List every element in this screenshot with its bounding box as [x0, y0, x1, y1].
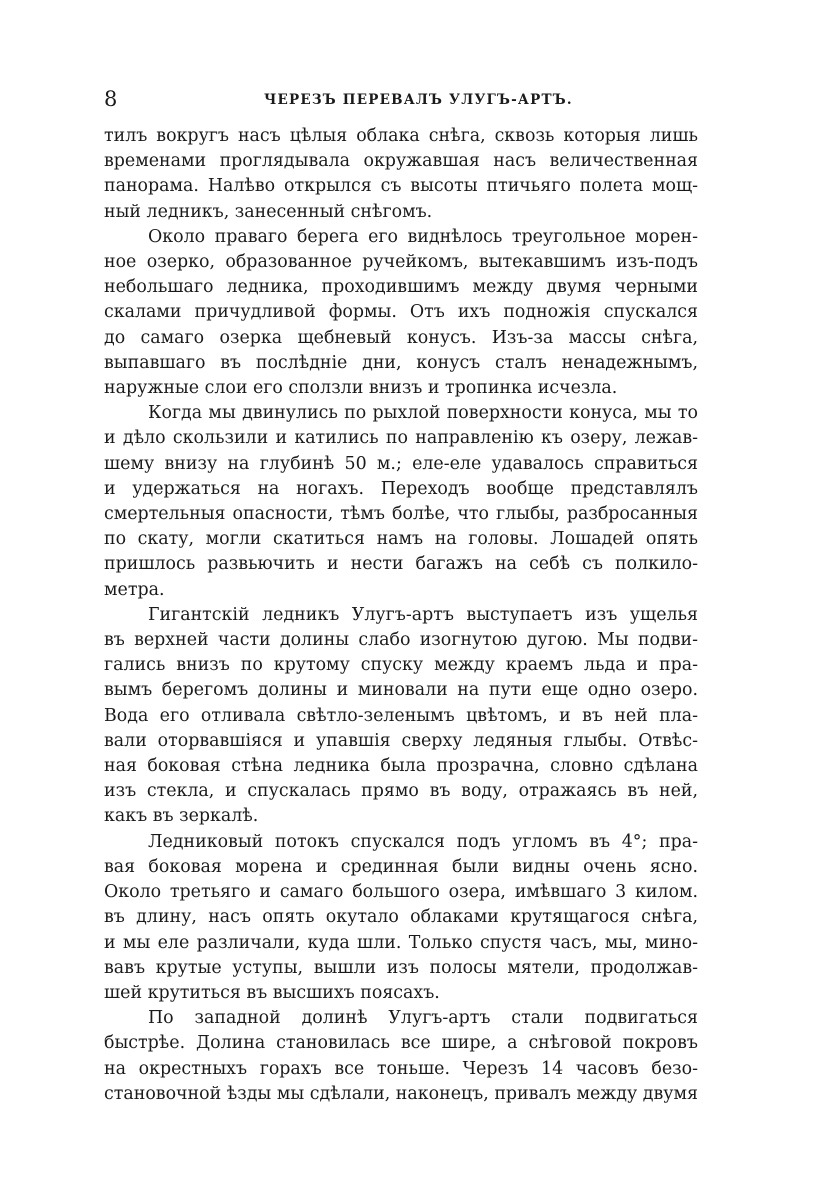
text-line: скалами причудливой формы. Отъ ихъ подножія спускался — [104, 302, 698, 323]
running-title: ЧЕРЕЗЪ ПЕРЕВАЛЪ УЛУГЪ-АРТЪ. — [264, 92, 573, 108]
text-line: по скату, могли скатиться намъ на головы. Лошадей опять — [104, 529, 698, 550]
text-line: смертельныя опасности, тѣмъ болѣе, что глыбы, разбросанныя — [104, 504, 698, 525]
text-line: вая боковая морена и срединная были видны очень ясно. — [104, 856, 698, 877]
text-line: По западной долинѣ Улугъ-артъ стали подвигаться — [148, 1008, 698, 1029]
text-line: шей крутиться въ высшихъ поясахъ. — [104, 982, 440, 1003]
text-line: тилъ вокругъ насъ цѣлыя облака снѣга, сквозь которыя лишь — [104, 126, 698, 146]
text-line: въ верхней части долины слабо изогнутою дугою. Мы подви- — [104, 630, 698, 651]
text-line: ный ледникъ, занесенный снѣгомъ. — [104, 201, 433, 222]
text-line: шему внизу на глубинѣ 50 м.; еле-еле удавалось справиться — [104, 453, 698, 474]
text-line: наружные слои его сползли внизъ и тропинка исчезла. — [104, 378, 618, 399]
text-line: ное озерко, образованное ручейкомъ, вытекавшимъ изъ-подъ — [104, 252, 698, 273]
text-line: и мы еле различали, куда шли. Только спустя часъ, мы, мино- — [104, 932, 698, 953]
text-line: выпавшаго въ послѣдніе дни, конусъ сталъ ненадежнымъ, — [104, 352, 698, 373]
text-line: гались внизъ по крутому спуску между краемъ льда и пра- — [104, 655, 698, 676]
text-line: временами проглядывала окружавшая насъ величественная — [104, 151, 698, 172]
text-line: небольшаго ледника, проходившимъ между двумя черными — [104, 277, 698, 298]
text-line: становочной ѣзды мы сдѣлали, наконецъ, привалъ между двумя — [104, 1083, 698, 1104]
text-line: и дѣло скользили и катились по направленію къ озеру, лежав- — [104, 428, 698, 449]
text-line: и удержаться на ногахъ. Переходъ вообще представлялъ — [104, 478, 698, 499]
text-line: вали оторвавшіяся и упавшія сверху ледяныя глыбы. Отвѣс- — [104, 730, 698, 751]
text-line: Вода его отливала свѣтло-зеленымъ цвѣтомъ, и въ ней пла- — [104, 705, 698, 726]
text-line: вавъ крутые уступы, вышли изъ полосы мятели, продолжав- — [104, 957, 698, 978]
text-line: Около праваго берега его виднѣлось треугольное морен- — [148, 226, 698, 247]
text-line: Ледниковый потокъ спускался подъ угломъ въ 4°; пра- — [148, 831, 698, 852]
text-line: быстрѣе. Долина становилась все шире, а снѣговой покровъ — [104, 1033, 698, 1054]
text-line: панорама. Налѣво открылся съ высоты птичьяго полета мощ- — [104, 176, 698, 197]
text-line: вымъ берегомъ долины и миновали на пути еще одно озеро. — [104, 680, 698, 701]
text-line: метра. — [104, 579, 165, 600]
body-text — [104, 124, 698, 1107]
text-line: въ длину, насъ опять окутало облаками крутящагося снѣга, — [104, 907, 698, 928]
text-line: до самаго озерка щебневый конусъ. Изъ-за массы снѣга, — [104, 327, 698, 348]
text-line: ная боковая стѣна ледника была прозрачна, словно сдѣлана — [104, 756, 698, 777]
book-page — [104, 84, 698, 1107]
text-line: Когда мы двинулись по рыхлой поверхности конуса, мы то — [148, 403, 698, 424]
text-line: какъ въ зеркалѣ. — [104, 806, 259, 827]
text-line: на окрестныхъ горахъ все тоньше. Черезъ 14 часовъ безо- — [104, 1058, 698, 1079]
text-line: Гигантскій ледникъ Улугъ-артъ выступаетъ изъ ущелья — [148, 604, 698, 625]
text-line: изъ стекла, и спускалась прямо въ воду, отражаясь въ ней, — [104, 781, 698, 802]
text-line: Около третьяго и самаго большого озера, имѣвшаго 3 килом. — [104, 882, 698, 903]
page-number: 8 — [104, 87, 118, 111]
running-head — [104, 84, 698, 124]
text-line: пришлось развьючить и нести багажъ на себѣ съ полкило- — [104, 554, 698, 575]
